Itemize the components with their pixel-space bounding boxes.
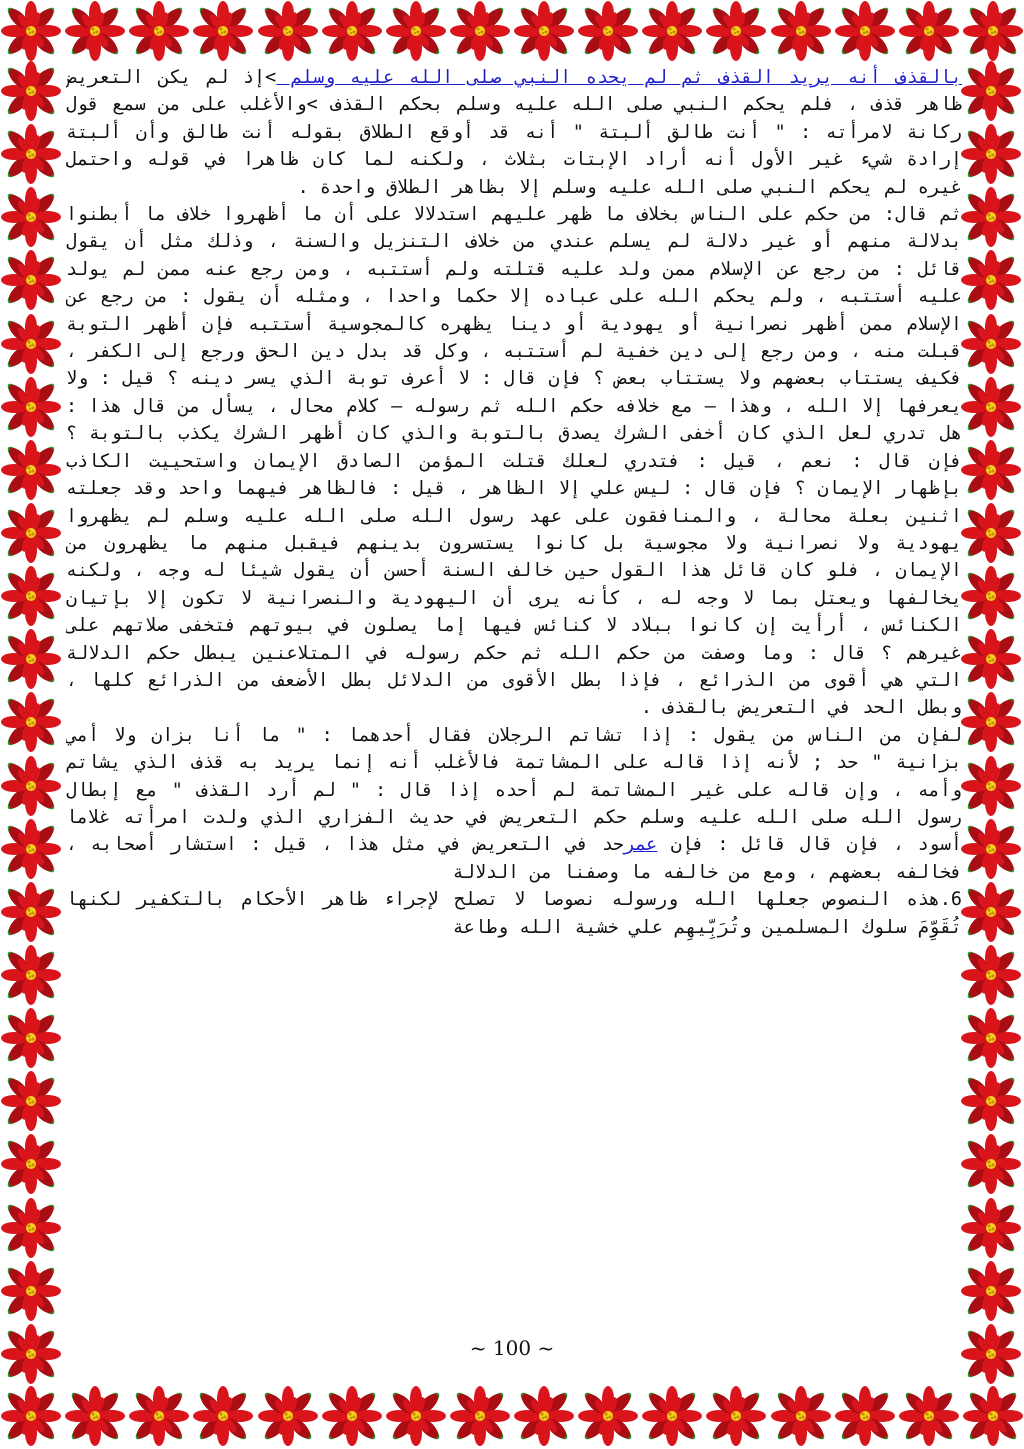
poinsettia-icon (513, 1385, 575, 1447)
poinsettia-icon (960, 439, 1022, 501)
poinsettia-icon (960, 755, 1022, 817)
poinsettia-icon (0, 502, 62, 564)
poinsettia-icon (960, 818, 1022, 880)
poinsettia-icon (898, 1385, 960, 1447)
poinsettia-icon (0, 0, 62, 62)
poinsettia-icon (834, 0, 896, 62)
poinsettia-icon (0, 944, 62, 1006)
poinsettia-icon (960, 1197, 1022, 1259)
poinsettia-icon (960, 249, 1022, 311)
poinsettia-icon (770, 0, 832, 62)
border-top (0, 0, 1024, 64)
paragraph-3 (66, 722, 962, 886)
poinsettia-icon (960, 691, 1022, 753)
poinsettia-icon (449, 1385, 511, 1447)
poinsettia-icon (385, 1385, 447, 1447)
poinsettia-icon (0, 439, 62, 501)
poinsettia-icon (0, 1260, 62, 1322)
poinsettia-icon (960, 1260, 1022, 1322)
poinsettia-icon (0, 376, 62, 438)
poinsettia-icon (0, 818, 62, 880)
border-right (960, 60, 1024, 1385)
poinsettia-icon (0, 691, 62, 753)
poinsettia-icon (960, 502, 1022, 564)
poinsettia-icon (449, 0, 511, 62)
paragraph-4: 6.هذه النصوص جعلها الله ورسوله نصوصا لا تصلح لإجراء ظاهر الأحكام بالتكفير لكنها تُقَوِّمَ سلوك المسلمين وتُرَبِّيهِم علي خشية الله وطاعة (66, 889, 962, 938)
poinsettia-icon (641, 0, 703, 62)
paragraph-2: ثم قال: من حكم على الناس بخلاف ما ظهر عليهم استدلالا على أن ما أظهروا خلاف ما أبطنوا بدلالة منهم أو غير دلالة لم يسلم عندي من خلاف التنزيل والسنة ، وذلك مثل أن يقول قائل : من رجع عن الإسلام ممن ولد عليه قتلته ولم أستتبه ، ومن رجع عنه ممن لم يولد عليه أستتبه ، ولم يحكم الله على عباده إلا حكما واحدا ، ومثله أن يقول : من رجع عن الإسلام ممن أظهر نصرانية أو يهودية أو دينا يظهره كالمجوسية أستتبه فإن أظهر التوبة قبلت منه ، ومن رجع إلى دين خفية لم أستتبه ، وكل قد بدل دين الحق ورجع إلى الكفر ، فكيف يستتاب بعضهم ولا يستتاب بعض ؟ فإن قال : لا أعرف توبة الذي يسر دينه ؟ قيل : ولا يعرفها إلا الله ، وهذا – مع خلافه حكم الله ثم رسوله – كلام محال ، يسأل من قال هذا : هل تدري لعل الذي كان أخفى الشرك يصدق بالتوبة والذي كان أظهر الشرك يكذب بالتوبة ؟ فإن قال : نعم ، قيل : فتدري لعلك قتلت المؤمن الصادق الإيمان واستحييت الكاذب بإظهار الإيمان ؟ فإن قال : ليس علي إلا الظاهر ، قيل : فالظاهر فيهما واحد وقد جعلته اثنين بعلة محالة ، والمنافقون على عهد رسول الله صلى الله عليه وسلم لم يظهروا يهودية ولا نصرانية ولا مجوسية بل كانوا يستسرون بدينهم فيقبل منهم ما يظهرون من الإيمان ، فلو كان قائل هذا القول حين خالف السنة أحسن أن يقول شيئا له وجه ، ولكنه يخالفها ويعتل بما لا وجه له ، كأنه يرى أن اليهودية والنصرانية لا تكون إلا بإتيان الكنائس ، أرأيت إن كانوا ببلاد لا كنائس فيها إما يصلون في بيوتهم فتخفى صلاتهم على غيرهم ؟ قال : وما وصفت من حكم الله ثم حكم رسوله في المتلاعنين يبطل حكم الدلالة التي هي أقوى من الذرائع ، فإذا بطل الأقوى من الدلائل بطل الأضعف من الذرائع كلها ، وبطل الحد في التعريض بالقذف . (66, 204, 962, 719)
poinsettia-icon (0, 60, 62, 122)
poinsettia-icon (577, 0, 639, 62)
poinsettia-icon (960, 186, 1022, 248)
hyperlink-omar[interactable]: عمر (624, 834, 658, 856)
poinsettia-icon (64, 0, 126, 62)
poinsettia-icon (960, 944, 1022, 1006)
hyperlink-hadith[interactable]: بالقذف أنه يريد القذف ثم لم يحده النبي صلى الله عليه وسلم (276, 67, 962, 88)
poinsettia-icon (0, 1007, 62, 1069)
poinsettia-icon (0, 186, 62, 248)
poinsettia-icon (0, 881, 62, 943)
poinsettia-icon (770, 1385, 832, 1447)
poinsettia-icon (128, 0, 190, 62)
poinsettia-icon (577, 1385, 639, 1447)
poinsettia-icon (0, 1385, 62, 1447)
poinsettia-icon (257, 0, 319, 62)
poinsettia-icon (960, 1007, 1022, 1069)
border-bottom (0, 1385, 1024, 1449)
poinsettia-icon (0, 565, 62, 627)
poinsettia-icon (960, 565, 1022, 627)
poinsettia-icon (960, 628, 1022, 690)
poinsettia-icon (0, 249, 62, 311)
poinsettia-icon (834, 1385, 896, 1447)
poinsettia-icon (0, 123, 62, 185)
poinsettia-icon (192, 1385, 254, 1447)
poinsettia-icon (898, 0, 960, 62)
poinsettia-icon (321, 1385, 383, 1447)
poinsettia-icon (0, 1070, 62, 1132)
poinsettia-icon (257, 1385, 319, 1447)
poinsettia-icon (705, 0, 767, 62)
poinsettia-icon (0, 1133, 62, 1195)
paragraph-1 (66, 64, 962, 201)
poinsettia-icon (641, 1385, 703, 1447)
poinsettia-icon (960, 123, 1022, 185)
poinsettia-icon (513, 0, 575, 62)
poinsettia-icon (385, 0, 447, 62)
poinsettia-icon (0, 1197, 62, 1259)
poinsettia-icon (0, 755, 62, 817)
border-left (0, 60, 64, 1385)
poinsettia-icon (960, 60, 1022, 122)
paragraph-1-text: >إذ لم يكن التعريض ظاهر قذف ، فلم يحكم النبي صلى الله عليه وسلم بحكم القذف >والأغلب على من سمع قول ركانة لامرأته : " أنت طالق ألبتة " أنه قد أوقع الطلاق بقوله أنت طالق وأن ألبتة إرادة شيء غير الأول أنه أراد الإبتات بثلاث ، ولكنه لما كان ظاهرا في قوله واحتمل غيره لم يحكم النبي صلى الله عليه وسلم إلا بظاهر الطلاق واحدة . (66, 67, 962, 198)
paragraph-3-text-a: لفإن من الناس من يقول : إذا تشاتم الرجلان فقال أحدهما : " ما أنا بزان ولا أمي بزانية " حد ; لأنه إذا قاله على المشاتمة فالأغلب أنه إنما يريد به قذف الذي يشاتم وأمه ، وإن قاله على غير المشاتمة لم أحده إذا قال : " لم أرد القذف " مع إبطال رسول الله صلى الله عليه وسلم حكم التعريض في حديث الفزاري الذي ولدت امرأته غلاما أسود ، فإن قال قائل : فإن (66, 724, 962, 856)
poinsettia-icon (962, 1385, 1024, 1447)
poinsettia-icon (960, 881, 1022, 943)
poinsettia-icon (64, 1385, 126, 1447)
poinsettia-icon (960, 1070, 1022, 1132)
poinsettia-icon (960, 313, 1022, 375)
poinsettia-icon (321, 0, 383, 62)
page-body (66, 64, 962, 1354)
poinsettia-icon (192, 0, 254, 62)
poinsettia-icon (962, 0, 1024, 62)
poinsettia-icon (0, 313, 62, 375)
page-number: ~ 100 ~ (469, 1336, 555, 1360)
poinsettia-icon (960, 376, 1022, 438)
paragraph-3-text-b: حد في التعريض في مثل هذا ، قيل : استشار أصحابه ، فخالفه بعضهم ، ومع من خالفه ما وصفنا من الدلالة (66, 834, 962, 883)
poinsettia-icon (0, 628, 62, 690)
poinsettia-icon (128, 1385, 190, 1447)
poinsettia-icon (960, 1133, 1022, 1195)
poinsettia-icon (705, 1385, 767, 1447)
